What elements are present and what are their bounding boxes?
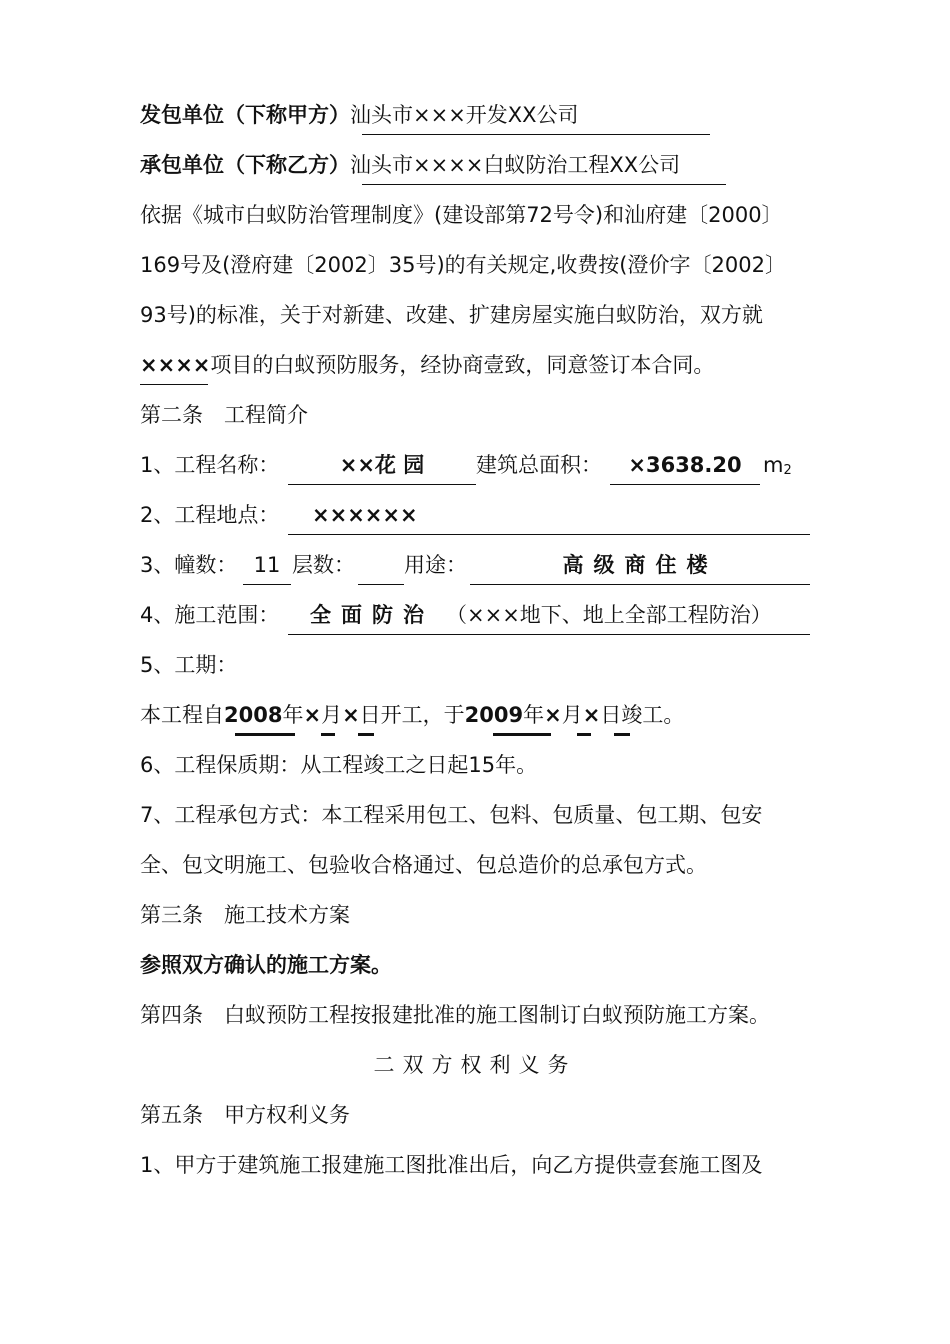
start-year-underline [235,733,295,736]
warranty-line: 6、工程保质期：从工程竣工之日起15年。 [140,753,538,777]
location-label: 2、工程地点： [140,503,280,527]
contract-line-1: 7、工程承包方式：本工程采用包工、包料、包质量、包工期、包安 [140,803,763,827]
end-day: × [582,703,601,727]
party-a-label: 发包单位（下称甲方） [140,103,350,127]
end-month-underline [577,733,591,736]
usage-underline [470,584,810,585]
intro-line-4 [140,350,714,380]
project-name-label: 1、工程名称： [140,453,280,477]
area-label: 建筑总面积： [476,453,602,477]
scope-note: （×××地下、地上全部工程防治） [446,603,772,627]
usage-value: 高级商住楼 [562,553,718,577]
end-year: 2009 [464,703,524,727]
scope-underline [288,634,810,635]
party-b-line [140,150,680,180]
period-label: 5、工期： [140,653,238,677]
start-year: 2008 [224,703,283,727]
contract-line-2: 全、包文明施工、包验收合格通过、包总造价的总承包方式。 [140,853,707,877]
party-a-line [140,100,579,130]
intro-line-3: 93号)的标准，关于对新建、改建、扩建房屋实施白蚁防治，双方就 [140,303,763,327]
end-year-underline [493,733,551,736]
floors-label: 层数： [292,553,355,577]
scope-label: 4、施工范围： [140,603,280,627]
article-5-heading: 第五条 甲方权利义务 [140,1103,350,1127]
scope-value: 全面防治 [310,603,434,627]
building-count-label: 3、幢数： [140,553,238,577]
period-prefix: 本工程自 [140,703,224,727]
end-suffix: 日竣工。 [600,703,685,727]
party-b-underline [362,184,726,185]
intro-line-1: 依据《城市白蚁防治管理制度》(建设部第72号令)和汕府建〔2000〕 [140,203,783,227]
party-b-value: 汕头市××××白蚁防治工程XX公司 [350,153,681,177]
article-4-text: 第四条 白蚁预防工程按报建批准的施工图制订白蚁预防施工方案。 [140,1003,770,1027]
party-a-value: 汕头市×××开发XX公司 [350,103,579,127]
building-count-value: 11 [253,553,281,577]
start-month-underline [321,733,335,736]
project-name-value: ××花 园 [339,453,425,477]
building-count-underline [243,584,291,585]
end-month: × [544,703,562,727]
article-3-body: 参照双方确认的施工方案。 [140,953,392,977]
section-2-title: 二双方权利义务 [373,1053,577,1077]
party-b-label: 承包单位（下称乙方） [140,153,350,177]
area-value: ×3638.20 [628,453,742,477]
article-5-item-1: 1、甲方于建筑施工报建施工图批准出后，向乙方提供壹套施工图及 [140,1153,763,1177]
article-2-heading: 第二条 工程简介 [140,403,308,427]
project-name-value-underline [288,484,476,485]
area-unit: m2 [763,453,792,478]
project-name: ×××× [140,353,211,377]
article-3-heading: 第三条 施工技术方案 [140,903,350,927]
start-day: × [342,703,360,727]
period-line: 本工程自2008年×月×日开工，于2009年×月×日竣工。 [140,703,685,727]
end-day-underline [614,733,630,736]
area-unit-superscript: 2 [783,463,792,478]
intro-line-2: 169号及(澄府建〔2002〕35号)的有关规定,收费按(澄价字〔2002〕 [140,253,786,277]
project-name-underline [140,384,208,385]
location-value: ×××××× [312,503,418,527]
area-value-underline [610,484,760,485]
party-a-underline [362,134,710,135]
usage-label: 用途： [404,553,467,577]
floors-underline [358,584,404,585]
start-day-underline [358,733,374,736]
intro-line-4-text: 项目的白蚁预防服务，经协商壹致，同意签订本合同。 [210,353,715,377]
location-underline [288,534,810,535]
start-suffix: 日开工，于 [359,703,465,727]
start-month: × [303,703,322,727]
